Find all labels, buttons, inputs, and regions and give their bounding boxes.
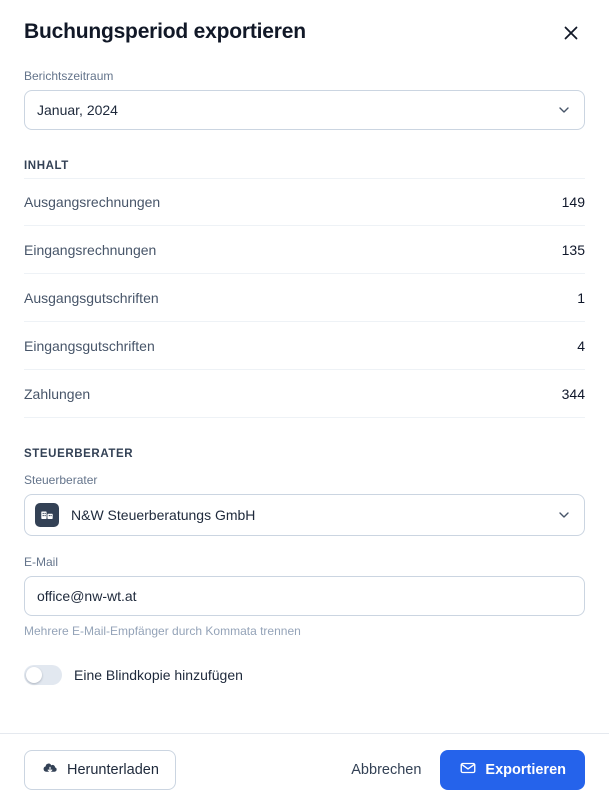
export-button-label: Exportieren [485, 762, 566, 778]
row-value: 4 [577, 337, 585, 354]
email-field-block [24, 554, 585, 639]
report-period-select[interactable] [24, 90, 585, 130]
chevron-down-icon [556, 102, 572, 118]
row-label: Ausgangsrechnungen [24, 194, 161, 210]
chevron-down-icon [556, 507, 572, 523]
advisor-select-label: Steuerberater [24, 473, 98, 487]
export-button[interactable] [440, 750, 585, 790]
download-button[interactable] [24, 750, 176, 790]
table-row [24, 322, 585, 370]
close-button[interactable] [557, 20, 585, 48]
footer-actions [338, 750, 585, 790]
advisor-section-title: STEUERBERATER [24, 448, 134, 460]
row-label: Zahlungen [24, 385, 91, 402]
advisor-select-field [24, 472, 585, 536]
download-button-label: Herunterladen [67, 762, 159, 778]
email-hint: Mehrere E-Mail-Empfänger durch Kommata trennen [24, 624, 301, 638]
cloud-download-icon [41, 759, 59, 781]
row-label: Eingangsgutschriften [24, 337, 155, 354]
advisor-select[interactable] [24, 494, 585, 536]
mail-icon [459, 759, 477, 781]
report-period-field [24, 68, 585, 130]
dialog-body [0, 48, 609, 733]
bcc-toggle-row [24, 665, 585, 685]
dialog-footer [0, 733, 609, 806]
row-value: 1 [577, 289, 585, 306]
cancel-button-label: Abbrechen [351, 762, 422, 778]
row-label: Ausgangsgutschriften [24, 289, 159, 306]
close-icon [561, 23, 581, 46]
report-period-label: Berichtszeitraum [24, 69, 114, 83]
table-row [24, 178, 585, 226]
content-rows [24, 178, 585, 418]
building-icon [35, 503, 59, 527]
bcc-toggle-label: Eine Blindkopie hinzufügen [74, 667, 243, 683]
table-row [24, 226, 585, 274]
advisor-select-value: N&W Steuerberatungs GmbH [71, 507, 256, 523]
bcc-toggle-knob [26, 667, 42, 683]
dialog-header [0, 0, 609, 48]
report-period-value: Januar, 2024 [37, 102, 118, 118]
cancel-button[interactable] [338, 750, 434, 790]
table-row [24, 370, 585, 418]
table-row [24, 274, 585, 322]
row-value: 135 [561, 241, 585, 258]
email-field[interactable] [24, 576, 585, 616]
content-section-title: INHALT [24, 160, 69, 172]
row-label: Eingangsrechnungen [24, 241, 157, 258]
row-value: 149 [561, 194, 585, 210]
row-value: 344 [561, 385, 585, 402]
bcc-toggle[interactable] [24, 665, 62, 685]
email-label: E-Mail [24, 555, 59, 569]
page-title: Buchungsperiod exportieren [24, 20, 306, 43]
